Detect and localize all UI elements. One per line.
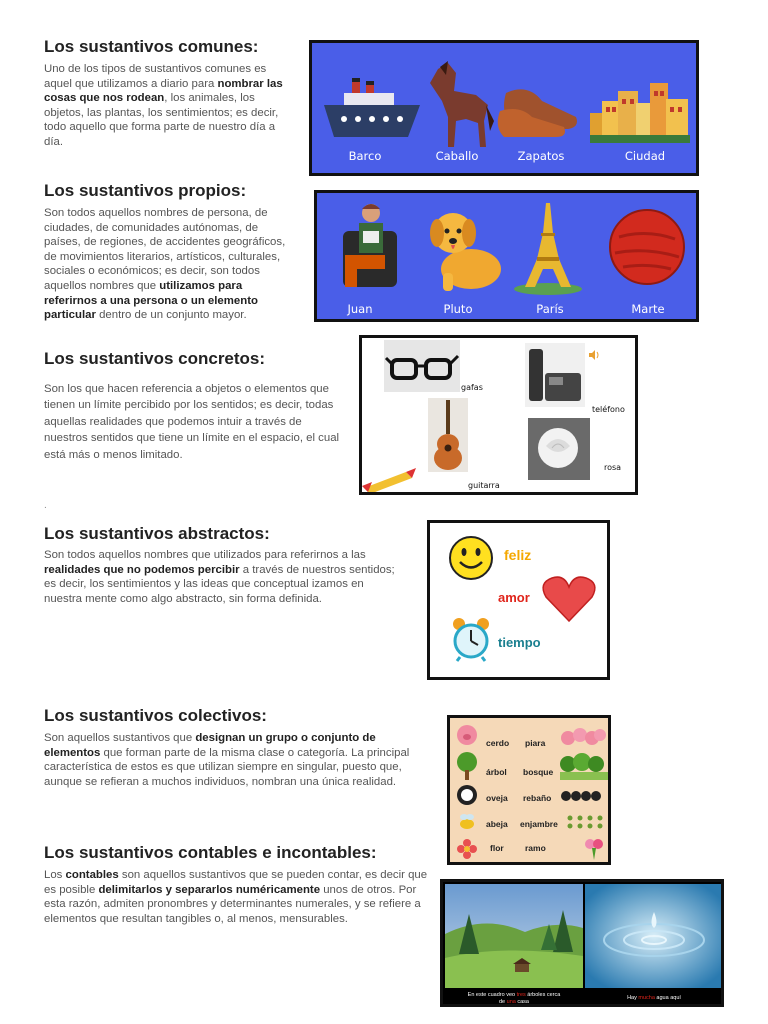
label-rosa: rosa — [604, 463, 622, 472]
pig-icon — [456, 724, 478, 746]
smiley-face-icon — [448, 535, 494, 581]
paragraph-contables: Los contables son aquellos sustantivos que se pueden contar, es decir que es posible delimitarlos y separarlos numéricamente unos de otros. Por esta razón, admiten pronombres y determinantes numerales, y se refiere a elementos que resultan tangibles o, al menos, mensurables. — [44, 869, 428, 925]
eiffel-tower-icon — [513, 203, 583, 295]
caption-ciudad: Ciudad — [624, 149, 666, 163]
telephone-icon — [525, 343, 585, 407]
tree-icon — [456, 752, 478, 780]
caption-marte: Marte — [631, 302, 665, 316]
caption-water: Hay mucha agua aquí — [627, 995, 681, 1001]
speaker-icon — [588, 349, 600, 361]
caption-caballo: Caballo — [435, 149, 479, 163]
word-amor: amor — [498, 590, 530, 605]
heading-contables: Los sustantivos contables e incontables: — [44, 843, 377, 862]
flower-icon — [456, 838, 478, 860]
image-comunes — [309, 40, 699, 176]
caption-paris: París — [536, 302, 564, 316]
image-contables — [440, 879, 724, 1007]
caption-zapatos: Zapatos — [517, 149, 565, 163]
heart-icon — [542, 575, 596, 623]
stray-dot: . — [44, 500, 47, 511]
forest-icon — [560, 754, 608, 780]
caption-pluto: Pluto — [443, 302, 473, 316]
flock-icon — [560, 786, 606, 806]
horse-icon — [426, 61, 496, 151]
image-propios — [314, 190, 699, 322]
paragraph-abstractos: Son todos aquellos nombres que utilizados para referirnos a las realidades que no podemos percibir a través de nuestros sentidos; es decir, los sentimientos y las ideas que conceptual izamos en nuestra mente como algo abstracto, sin forma definida. — [44, 549, 395, 605]
caption-juan: Juan — [347, 302, 373, 316]
shoes-icon — [498, 83, 583, 143]
image-abstractos — [427, 520, 610, 680]
word-feliz: feliz — [504, 547, 532, 563]
heading-propios: Los sustantivos propios: — [44, 181, 247, 200]
water-drop-image — [585, 884, 723, 988]
paragraph-colectivos: Son aquellos sustantivos que designan un grupo o conjunto de elementos que forman parte de la misma clase o categoría. La principal característica de estos es que utilizan siempre en singular, puesto que, aunque se refieran a muchos individuos, nombran una única realidad. — [44, 732, 410, 788]
heading-comunes: Los sustantivos comunes: — [44, 37, 259, 56]
caption-barco: Barco — [348, 149, 382, 163]
image-colectivos — [447, 715, 611, 865]
alarm-clock-icon — [452, 617, 490, 661]
label-gafas: gafas — [461, 383, 483, 392]
swarm-icon — [566, 812, 606, 832]
pig-group-icon — [560, 726, 606, 748]
person-reading-icon — [335, 201, 405, 293]
caption-landscape: En este cuadro veo tres árboles cerca de una casa — [467, 992, 561, 1005]
glasses-icon — [384, 340, 460, 392]
word-piara: piara — [525, 738, 546, 748]
word-cerdo: cerdo — [486, 738, 510, 748]
label-telefono: teléfono — [592, 405, 625, 414]
heading-concretos: Los sustantivos concretos: — [44, 349, 266, 368]
heading-colectivos: Los sustantivos colectivos: — [44, 706, 267, 725]
word-bosque: bosque — [523, 767, 554, 777]
sheep-icon — [456, 784, 478, 806]
label-guitarra: guitarra — [468, 481, 500, 490]
word-oveja: oveja — [486, 793, 508, 803]
guitar-icon — [428, 398, 468, 472]
image-concretos — [359, 335, 638, 495]
landscape-image — [445, 884, 583, 988]
word-enjambre: enjambre — [520, 819, 558, 829]
word-abeja: abeja — [486, 819, 508, 829]
city-icon — [590, 73, 690, 143]
paragraph-propios: Son todos aquellos nombres de persona, de ciudades, de comunidades autónomas, de países, de regiones, de accidentes geográficos, de movimientos literarios, artísticos, culturales, sociales o económicos; es decir, son todos aquellos nombres que utilizamos para referirnos a una persona o un elemento particular dentro de un conjunto mayor. — [44, 207, 286, 322]
word-flor: flor — [490, 843, 504, 853]
paragraph-concretos: Son los que hacen referencia a objetos o elementos que tienen un límite percibido por los sentidos; es decir, todas aquellas realidades que podemos intuir a través de nuestros sentidos que tiene un límite en el espacio, el cual está más o menos limitado. — [44, 383, 340, 461]
word-tiempo: tiempo — [498, 635, 541, 650]
heading-abstractos: Los sustantivos abstractos: — [44, 524, 270, 543]
paragraph-comunes: Uno de los tipos de sustantivos comunes es aquel que utilizamos a diario para nombrar las cosas que nos rodean, los animales, los objetos, las plantas, los sentimientos; es decir, todo aquello que forma parte de nuestro día a día. — [44, 63, 283, 148]
word-rebano: rebaño — [523, 793, 552, 803]
mars-planet-icon — [607, 207, 687, 287]
ship-icon — [322, 73, 422, 148]
word-arbol: árbol — [486, 767, 507, 777]
rose-icon — [528, 418, 590, 480]
dog-icon — [425, 203, 505, 293]
word-ramo: ramo — [525, 843, 546, 853]
pencil-icon — [362, 466, 422, 494]
bee-icon — [456, 812, 478, 832]
bouquet-icon — [582, 836, 606, 862]
